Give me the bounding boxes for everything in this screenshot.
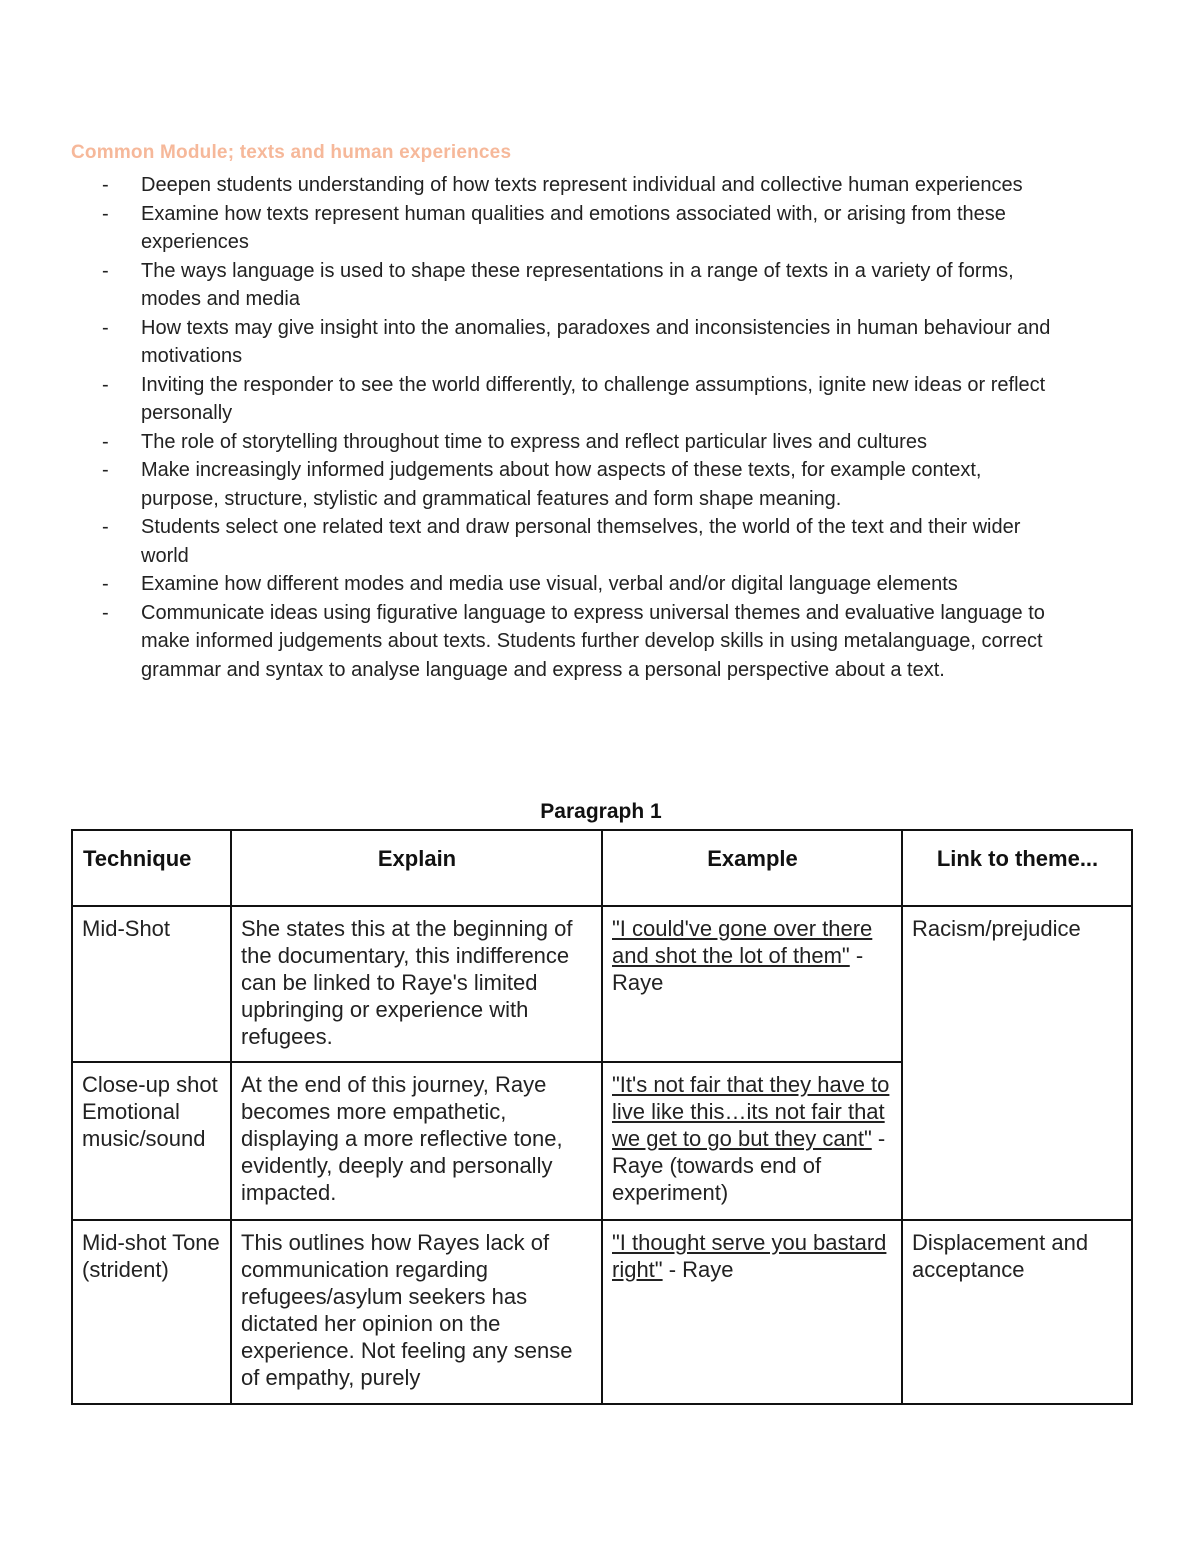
example-quote: "It's not fair that they have to live like this…its not fair that we get to go but they cant" (612, 1072, 890, 1151)
list-item-text: Examine how different modes and media use visual, verbal and/or digital language elements (141, 573, 958, 595)
bullet-dash: - (102, 174, 109, 196)
table-header-row (72, 830, 1132, 906)
table-row (72, 906, 1132, 1062)
bullet-dash: - (102, 373, 109, 396)
explain-cell: This outlines how Rayes lack of communication regarding refugees/asylum seekers has dictated her opinion on the experience. Not feeling any sense of empathy, purely (231, 1220, 602, 1404)
example-cell (602, 906, 902, 1062)
list-item (100, 314, 1060, 371)
bullet-dash: - (102, 459, 109, 481)
list-item (100, 257, 1060, 314)
explain-cell: At the end of this journey, Raye becomes more empathetic, displaying a more reflective tone, evidently, deeply and personally impacted. (231, 1062, 602, 1220)
list-item-text: Students select one related text and draw personal themselves, the world of the text and their wider world (141, 516, 1021, 567)
bullet-dash: - (102, 573, 109, 595)
bullet-dash: - (102, 259, 109, 282)
bullet-dash: - (102, 202, 109, 225)
header-example: Example (602, 830, 902, 906)
list-item-text: Examine how texts represent human qualities and emotions associated with, or arising from these experiences (141, 202, 1006, 253)
example-attribution: - Raye (612, 943, 864, 995)
list-item-text: Inviting the responder to see the world differently, to challenge assumptions, ignite new ideas or reflect personally (141, 373, 1046, 424)
list-item-text: Deepen students understanding of how texts represent individual and collective human experiences (141, 174, 1023, 196)
example-quote: "I could've gone over there and shot the lot of them" (612, 916, 873, 968)
bullet-dash: - (102, 601, 109, 624)
table-row (72, 1220, 1132, 1404)
technique-cell: Mid-Shot (72, 906, 231, 1062)
list-item (100, 570, 1060, 599)
list-item-text: Communicate ideas using figurative language to express universal themes and evaluative language to make informed judgements about texts. Students further develop skills in using metalanguage, correct grammar and syntax to analyse language and express a personal perspective about a text. (141, 601, 1045, 681)
technique-cell: Close-up shot Emotional music/sound (72, 1062, 231, 1220)
bullet-dash: - (102, 430, 109, 453)
list-item (100, 200, 1060, 257)
list-item (100, 456, 1060, 513)
bullet-dash: - (102, 516, 109, 538)
list-item-text: How texts may give insight into the anomalies, paradoxes and inconsistencies in human behaviour and motivations (141, 316, 1051, 367)
example-quote: "I thought serve you bastard right" (612, 1230, 887, 1282)
header-link-to-theme: Link to theme... (902, 830, 1132, 906)
bullet-dash: - (102, 316, 109, 339)
list-item-text: The ways language is used to shape these representations in a range of texts in a variety of forms, modes and media (141, 259, 1014, 310)
example-attribution: - Raye (towards end of experiment) (612, 1126, 886, 1205)
list-item-text: The role of storytelling throughout time to express and reflect particular lives and cultures (141, 430, 927, 453)
explain-cell: She states this at the beginning of the documentary, this indifference can be linked to Raye's limited upbringing or experience with refugees. (231, 906, 602, 1062)
list-item (100, 371, 1060, 428)
header-technique: Technique (72, 830, 231, 906)
theme-cell: Racism/prejudice (902, 906, 1132, 1220)
table-title: Paragraph 1 (540, 800, 662, 823)
list-item (100, 599, 1060, 685)
paragraph-table (71, 829, 1133, 1405)
technique-cell: Mid-shot Tone (strident) (72, 1220, 231, 1404)
outcomes-list (100, 171, 1060, 684)
list-item-text: Make increasingly informed judgements about how aspects of these texts, for example context, purpose, structure, stylistic and grammatical features and form shape meaning. (141, 459, 982, 510)
header-explain: Explain (231, 830, 602, 906)
list-item (100, 171, 1060, 200)
example-attribution: - Raye (662, 1257, 734, 1282)
example-cell (602, 1062, 902, 1220)
list-item (100, 428, 1060, 457)
theme-cell: Displacement and acceptance (902, 1220, 1132, 1404)
module-heading: Common Module; texts and human experiences (71, 142, 512, 163)
list-item (100, 513, 1060, 570)
example-cell (602, 1220, 902, 1404)
